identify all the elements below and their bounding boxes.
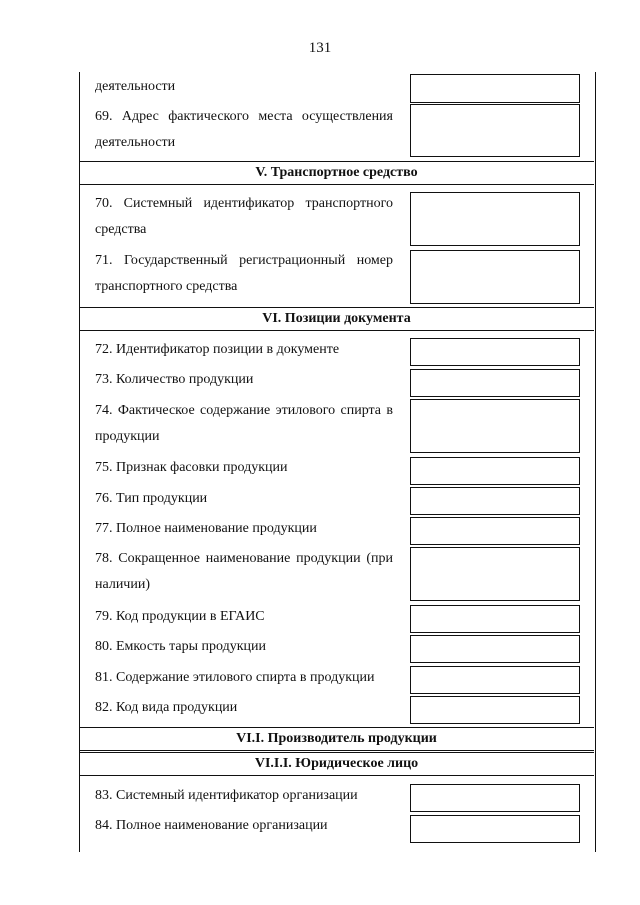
field-label: 82. Код вида продукции (95, 700, 238, 715)
field-label: деятельности (95, 79, 176, 94)
field-label: 78. Сокращенное наименование продукции (при наличии) (95, 551, 393, 592)
field-label: 75. Признак фасовки продукции (95, 460, 288, 475)
section-header: VI.I.I. Юридическое лицо (79, 752, 594, 776)
field-value-box[interactable] (410, 635, 580, 663)
field-label: 84. Полное наименование организации (95, 818, 328, 833)
field-label: 81. Содержание этилового спирта в продукции (95, 670, 375, 685)
field-label: 72. Идентификатор позиции в документе (95, 342, 340, 357)
field-label: 77. Полное наименование продукции (95, 521, 317, 536)
page-number: 131 (308, 40, 332, 56)
field-value-box[interactable] (410, 815, 580, 843)
field-label: 71. Государственный регистрационный номер транспортного средства (95, 253, 393, 294)
field-label: 69. Адрес фактического места осуществления деятельности (95, 109, 393, 150)
field-value-box[interactable] (410, 250, 580, 304)
field-label: 73. Количество продукции (95, 372, 254, 387)
field-value-box[interactable] (410, 74, 580, 103)
field-value-box[interactable] (410, 104, 580, 157)
field-value-box[interactable] (410, 338, 580, 366)
field-value-box[interactable] (410, 605, 580, 633)
field-value-box[interactable] (410, 399, 580, 453)
field-value-box[interactable] (410, 487, 580, 515)
field-value-box[interactable] (410, 784, 580, 812)
field-value-box[interactable] (410, 457, 580, 485)
field-label: 76. Тип продукции (95, 491, 208, 506)
section-header: VI.I. Производитель продукции (79, 727, 594, 751)
section-header: VI. Позиции документа (79, 307, 594, 331)
field-value-box[interactable] (410, 517, 580, 545)
field-value-box[interactable] (410, 547, 580, 601)
field-value-box[interactable] (410, 369, 580, 397)
field-label: 74. Фактическое содержание этилового спирта в продукции (95, 403, 393, 444)
field-label: 70. Системный идентификатор транспортного средства (95, 196, 393, 237)
field-value-box[interactable] (410, 192, 580, 246)
field-label: 83. Системный идентификатор организации (95, 788, 358, 803)
field-value-box[interactable] (410, 666, 580, 694)
field-value-box[interactable] (410, 696, 580, 724)
section-header: V. Транспортное средство (79, 161, 594, 185)
field-label: 80. Емкость тары продукции (95, 639, 266, 654)
field-label: 79. Код продукции в ЕГАИС (95, 609, 265, 624)
